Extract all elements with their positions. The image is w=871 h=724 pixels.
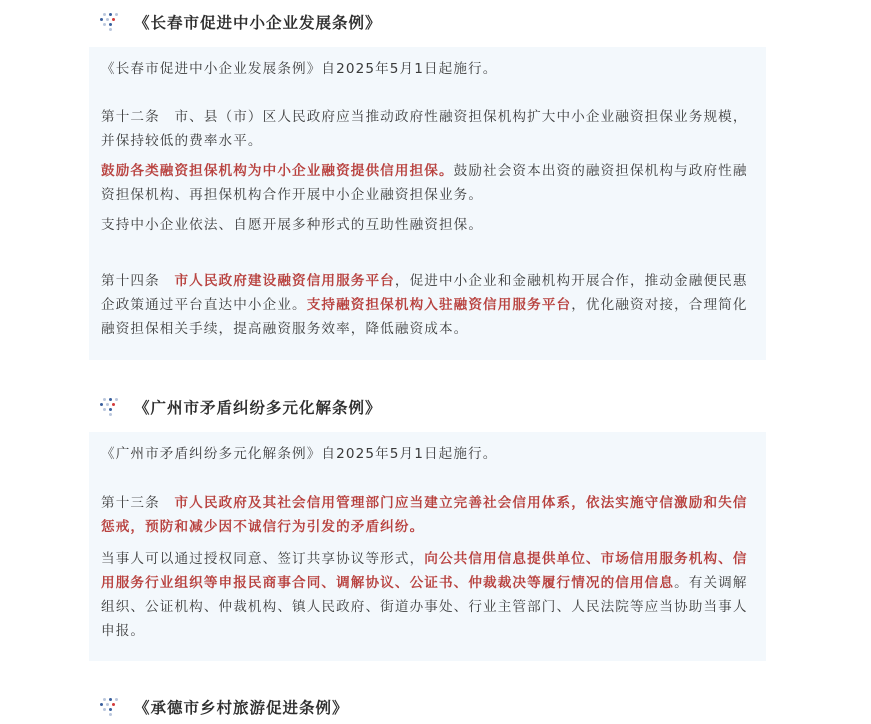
article-12 — [101, 105, 754, 237]
section-heading — [100, 395, 382, 419]
article-paragraph — [101, 159, 754, 207]
article-paragraph — [101, 547, 754, 643]
article-label: 第十三条 — [101, 495, 175, 511]
section-heading — [100, 10, 382, 34]
article-14 — [101, 269, 754, 341]
highlight-text: 支持融资担保机构入驻融资信用服务平台 — [306, 297, 572, 313]
dots-grid-icon — [100, 398, 118, 416]
body-text: ，促进中小企业和金融机构开展合作，推动金融便民惠企政策通过平台直达中小企业。 — [101, 273, 748, 313]
body-text: 当事人可以通过授权同意、签订共享协议等形式， — [101, 551, 425, 567]
highlight-text: 市人民政府及其社会信用管理部门应当建立完善社会信用体系，依法实施守信激励和失信惩戒，预防和减少因不诚信行为引发的矛盾纠纷。 — [101, 495, 748, 535]
article-13 — [101, 491, 754, 643]
section-content-box — [89, 47, 766, 360]
dots-grid-icon — [100, 698, 118, 716]
section-title: 《长春市促进中小企业发展条例》 — [134, 14, 382, 32]
highlight-text: 鼓励各类融资担保机构为中小企业融资提供信用担保。 — [101, 163, 454, 179]
section-content-box — [89, 432, 766, 661]
section-title: 《广州市矛盾纠纷多元化解条例》 — [134, 399, 382, 417]
highlight-text: 向公共信用信息提供单位、市场信用服务机构、信用服务行业组织等申报民商事合同、调解协议、公证书、仲裁裁决等履行情况的信用信息 — [101, 551, 748, 591]
dots-grid-icon — [100, 13, 118, 31]
article-paragraph — [101, 269, 754, 341]
body-text: ，优化融资对接，合理简化融资担保相关手续，提高融资服务效率，降低融资成本。 — [101, 297, 748, 337]
body-text: 鼓励社会资本出资的融资担保机构与政府性融资担保机构、再担保机构合作开展中小企业融资担保业务。 — [101, 163, 748, 203]
article-label: 第十四条 — [101, 273, 175, 289]
intro-text: 《广州市矛盾纠纷多元化解条例》自2025年5月1日起施行。 — [101, 446, 498, 462]
article-paragraph: 支持中小企业依法、自愿开展多种形式的互助性融资担保。 — [101, 217, 484, 233]
body-text: 。有关调解组织、公证机构、仲裁机构、镇人民政府、街道办事处、行业主管部门、人民法院等应当协助当事人申报。 — [101, 575, 748, 639]
section-heading — [100, 695, 349, 719]
intro-text: 《长春市促进中小企业发展条例》自2025年5月1日起施行。 — [101, 61, 498, 77]
article-paragraph — [101, 491, 754, 539]
section-title: 《承德市乡村旅游促进条例》 — [134, 699, 349, 717]
article-paragraph: 第十二条 市、县（市）区人民政府应当推动政府性融资担保机构扩大中小企业融资担保业务规模，并保持较低的费率水平。 — [101, 109, 748, 149]
highlight-text: 市人民政府建设融资信用服务平台 — [174, 273, 395, 289]
